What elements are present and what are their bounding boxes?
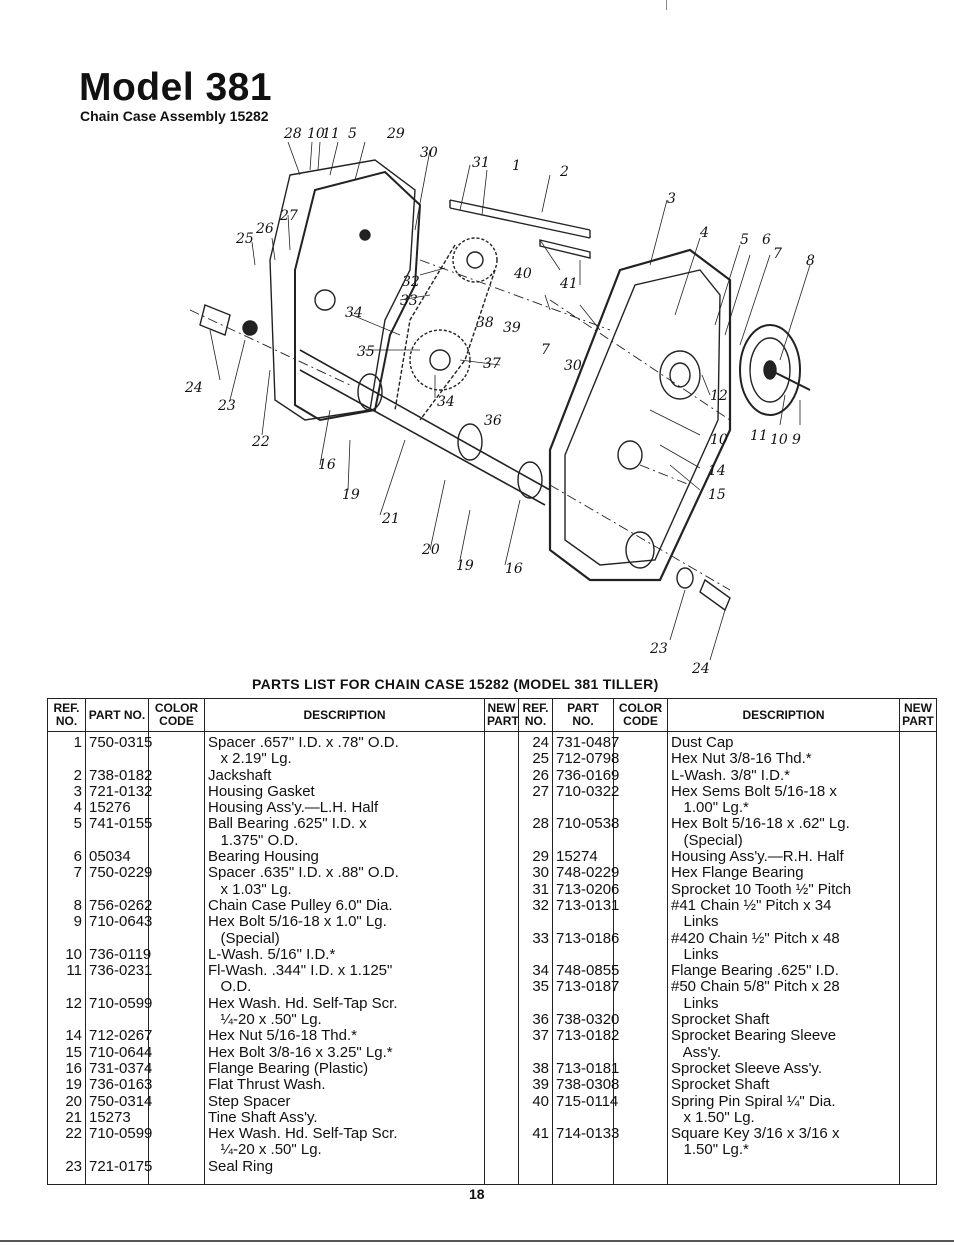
callout-21: 21 — [382, 511, 400, 527]
scan-mark — [666, 0, 667, 10]
left-color-column — [149, 732, 205, 1185]
callout-23: 23 — [218, 398, 236, 414]
callout-6: 6 — [762, 232, 771, 248]
callout-3: 3 — [667, 191, 676, 207]
callout-16b: 16 — [505, 561, 523, 577]
callout-12: 12 — [710, 388, 728, 404]
callout-10c: 10 — [770, 432, 788, 448]
callout-40: 40 — [514, 266, 532, 282]
header-color-code-right: COLOR CODE — [614, 699, 668, 732]
assembly-subtitle: Chain Case Assembly 15282 — [80, 108, 269, 124]
callout-22: 22 — [252, 434, 270, 450]
header-part-no-right: PART NO. — [553, 699, 614, 732]
callout-20: 20 — [422, 542, 440, 558]
bottom-rule — [0, 1240, 954, 1242]
jackshaft — [450, 200, 590, 238]
callout-29: 29 — [387, 126, 405, 142]
callout-31: 31 — [472, 155, 490, 171]
header-ref-no: REF. NO. — [48, 699, 86, 732]
callout-38: 38 — [476, 315, 494, 331]
header-description: DESCRIPTION — [205, 699, 485, 732]
callout-7b: 7 — [541, 342, 550, 358]
callout-27: 27 — [280, 208, 298, 224]
right-ref-column: 24 25 26 27 28 29 30 31 32 33 34 35 36 37 38 39 40 41 — [519, 732, 553, 1185]
callout-9: 9 — [792, 432, 801, 448]
callout-28: 28 — [284, 126, 302, 142]
callout-7: 7 — [773, 246, 782, 262]
callout-15: 15 — [708, 487, 726, 503]
housing-bearing-hole — [315, 290, 335, 310]
callout-24: 24 — [185, 380, 203, 396]
rh-housing — [550, 250, 730, 580]
callout-8: 8 — [806, 253, 815, 269]
callout-5b: 5 — [740, 232, 749, 248]
left-description-column: Spacer .657" I.D. x .78" O.D. x 2.19" Lg. Jackshaft Housing Gasket Housing Ass'y.—L.H. Half Ball Bearing .625" I.D. x 1.375" O.D. Bearing Housing Spacer .635" I.D. x .88" O.D. x 1.03" Lg. Chain Case Pulley 6.0" Dia. Hex Bolt 5/16-18 x 1.0" Lg. (Special) L-Wash. 5/16" I.D.* Fl-Wash. .344" I.D. x 1.125" O.D. Hex Wash. Hd. Self-Tap Scr. ¼-20 x .50" Lg. Hex Nut 5/16-18 Thd.* Hex Bolt 3/8-16 x 3.25" Lg.* Flange Bearing (Plastic) Flat Thrust Wash. Step Spacer Tine Shaft Ass'y. Hex Wash. Hd. Self-Tap Scr. ¼-20 x .50" Lg. Seal Ring — [205, 732, 485, 1185]
callout-14: 14 — [708, 463, 726, 479]
callout-39: 39 — [503, 320, 521, 336]
callout-11b: 11 — [750, 428, 768, 444]
right-part-column: 731-0487 712-0798 736-0169 710-0322 710-0538 15274 748-0229 713-0206 713-0131 713-0186 748-0855 713-0187 738-0320 713-0182 713-0181 738-0308 715-0114 714-0133 — [553, 732, 614, 1185]
callout-32: 32 — [402, 274, 420, 290]
callout-16: 16 — [318, 457, 336, 473]
seal-ring — [677, 568, 693, 588]
callout-labels — [184, 126, 815, 677]
callout-30b: 30 — [564, 358, 582, 374]
callout-25: 25 — [236, 231, 254, 247]
callout-19: 19 — [342, 487, 360, 503]
callout-35: 35 — [357, 344, 375, 360]
tine-shaft — [300, 350, 550, 505]
callout-36: 36 — [484, 413, 502, 429]
callout-11: 11 — [322, 126, 340, 142]
callout-26: 26 — [256, 221, 274, 237]
callout-10b: 10 — [710, 432, 728, 448]
right-color-column — [614, 732, 668, 1185]
callout-41: 41 — [560, 276, 578, 292]
table-header-row — [48, 699, 937, 732]
callout-19b: 19 — [456, 558, 474, 574]
callout-33: 33 — [400, 293, 418, 309]
header-ref-no-right: REF. NO. — [519, 699, 553, 732]
callout-4: 4 — [700, 225, 709, 241]
exploded-view-diagram — [170, 120, 850, 680]
callout-2: 2 — [560, 164, 569, 180]
left-part-column: 750-0315 738-0182 721-0132 15276 741-0155 05034 750-0229 756-0262 710-0643 736-0119 736-0231 710-0599 712-0267 710-0644 731-0374 736-0163 750-0314 15273 710-0599 721-0175 — [86, 732, 149, 1185]
callout-5: 5 — [348, 126, 357, 142]
callout-1: 1 — [512, 158, 521, 174]
left-ref-column: 1 2 3 4 5 6 7 8 9 10 11 12 14 15 16 19 20 21 22 23 — [48, 732, 86, 1185]
right-new-part-column — [900, 732, 937, 1185]
parts-list-title: PARTS LIST FOR CHAIN CASE 15282 (MODEL 381 TILLER) — [252, 676, 659, 692]
callout-34: 34 — [345, 305, 363, 321]
right-description-column: Dust Cap Hex Nut 3/8-16 Thd.* L-Wash. 3/8" I.D.* Hex Sems Bolt 5/16-18 x 1.00" Lg.* Hex Bolt 5/16-18 x .62" Lg. (Special) Housing Ass'y.—R.H. Half Hex Flange Bearing Sprocket 10 Tooth ½" Pitch #41 Chain ½" Pitch x 34 Links #420 Chain ½" Pitch x 48 Links Flange Bearing .625" I.D. #50 Chain 5/8" Pitch x 28 Links Sprocket Shaft Sprocket Bearing Sleeve Ass'y. Sprocket Sleeve Ass'y. Sprocket Shaft Spring Pin Spiral ¼" Dia. x 1.50" Lg. Square Key 3/16 x 3/16 x 1.50" Lg.* — [668, 732, 900, 1185]
callout-37: 37 — [483, 356, 501, 372]
parts-table — [47, 698, 937, 1185]
callout-10: 10 — [307, 126, 325, 142]
page-number: 18 — [469, 1186, 485, 1202]
dust-cap — [700, 580, 730, 610]
table-body-row — [48, 732, 937, 1185]
page-title: Model 381 — [79, 66, 273, 109]
header-new-part: NEW PART — [485, 699, 519, 732]
header-description-right: DESCRIPTION — [668, 699, 900, 732]
callout-30: 30 — [420, 145, 438, 161]
callout-23b: 23 — [650, 641, 668, 657]
header-new-part-right: NEW PART — [900, 699, 937, 732]
callout-24b: 24 — [692, 661, 710, 677]
header-part-no: PART NO. — [86, 699, 149, 732]
header-color-code: COLOR CODE — [149, 699, 205, 732]
callout-34b: 34 — [437, 394, 455, 410]
sprocket-upper — [453, 238, 497, 282]
left-new-part-column — [485, 732, 519, 1185]
bearing-housing — [660, 351, 700, 399]
